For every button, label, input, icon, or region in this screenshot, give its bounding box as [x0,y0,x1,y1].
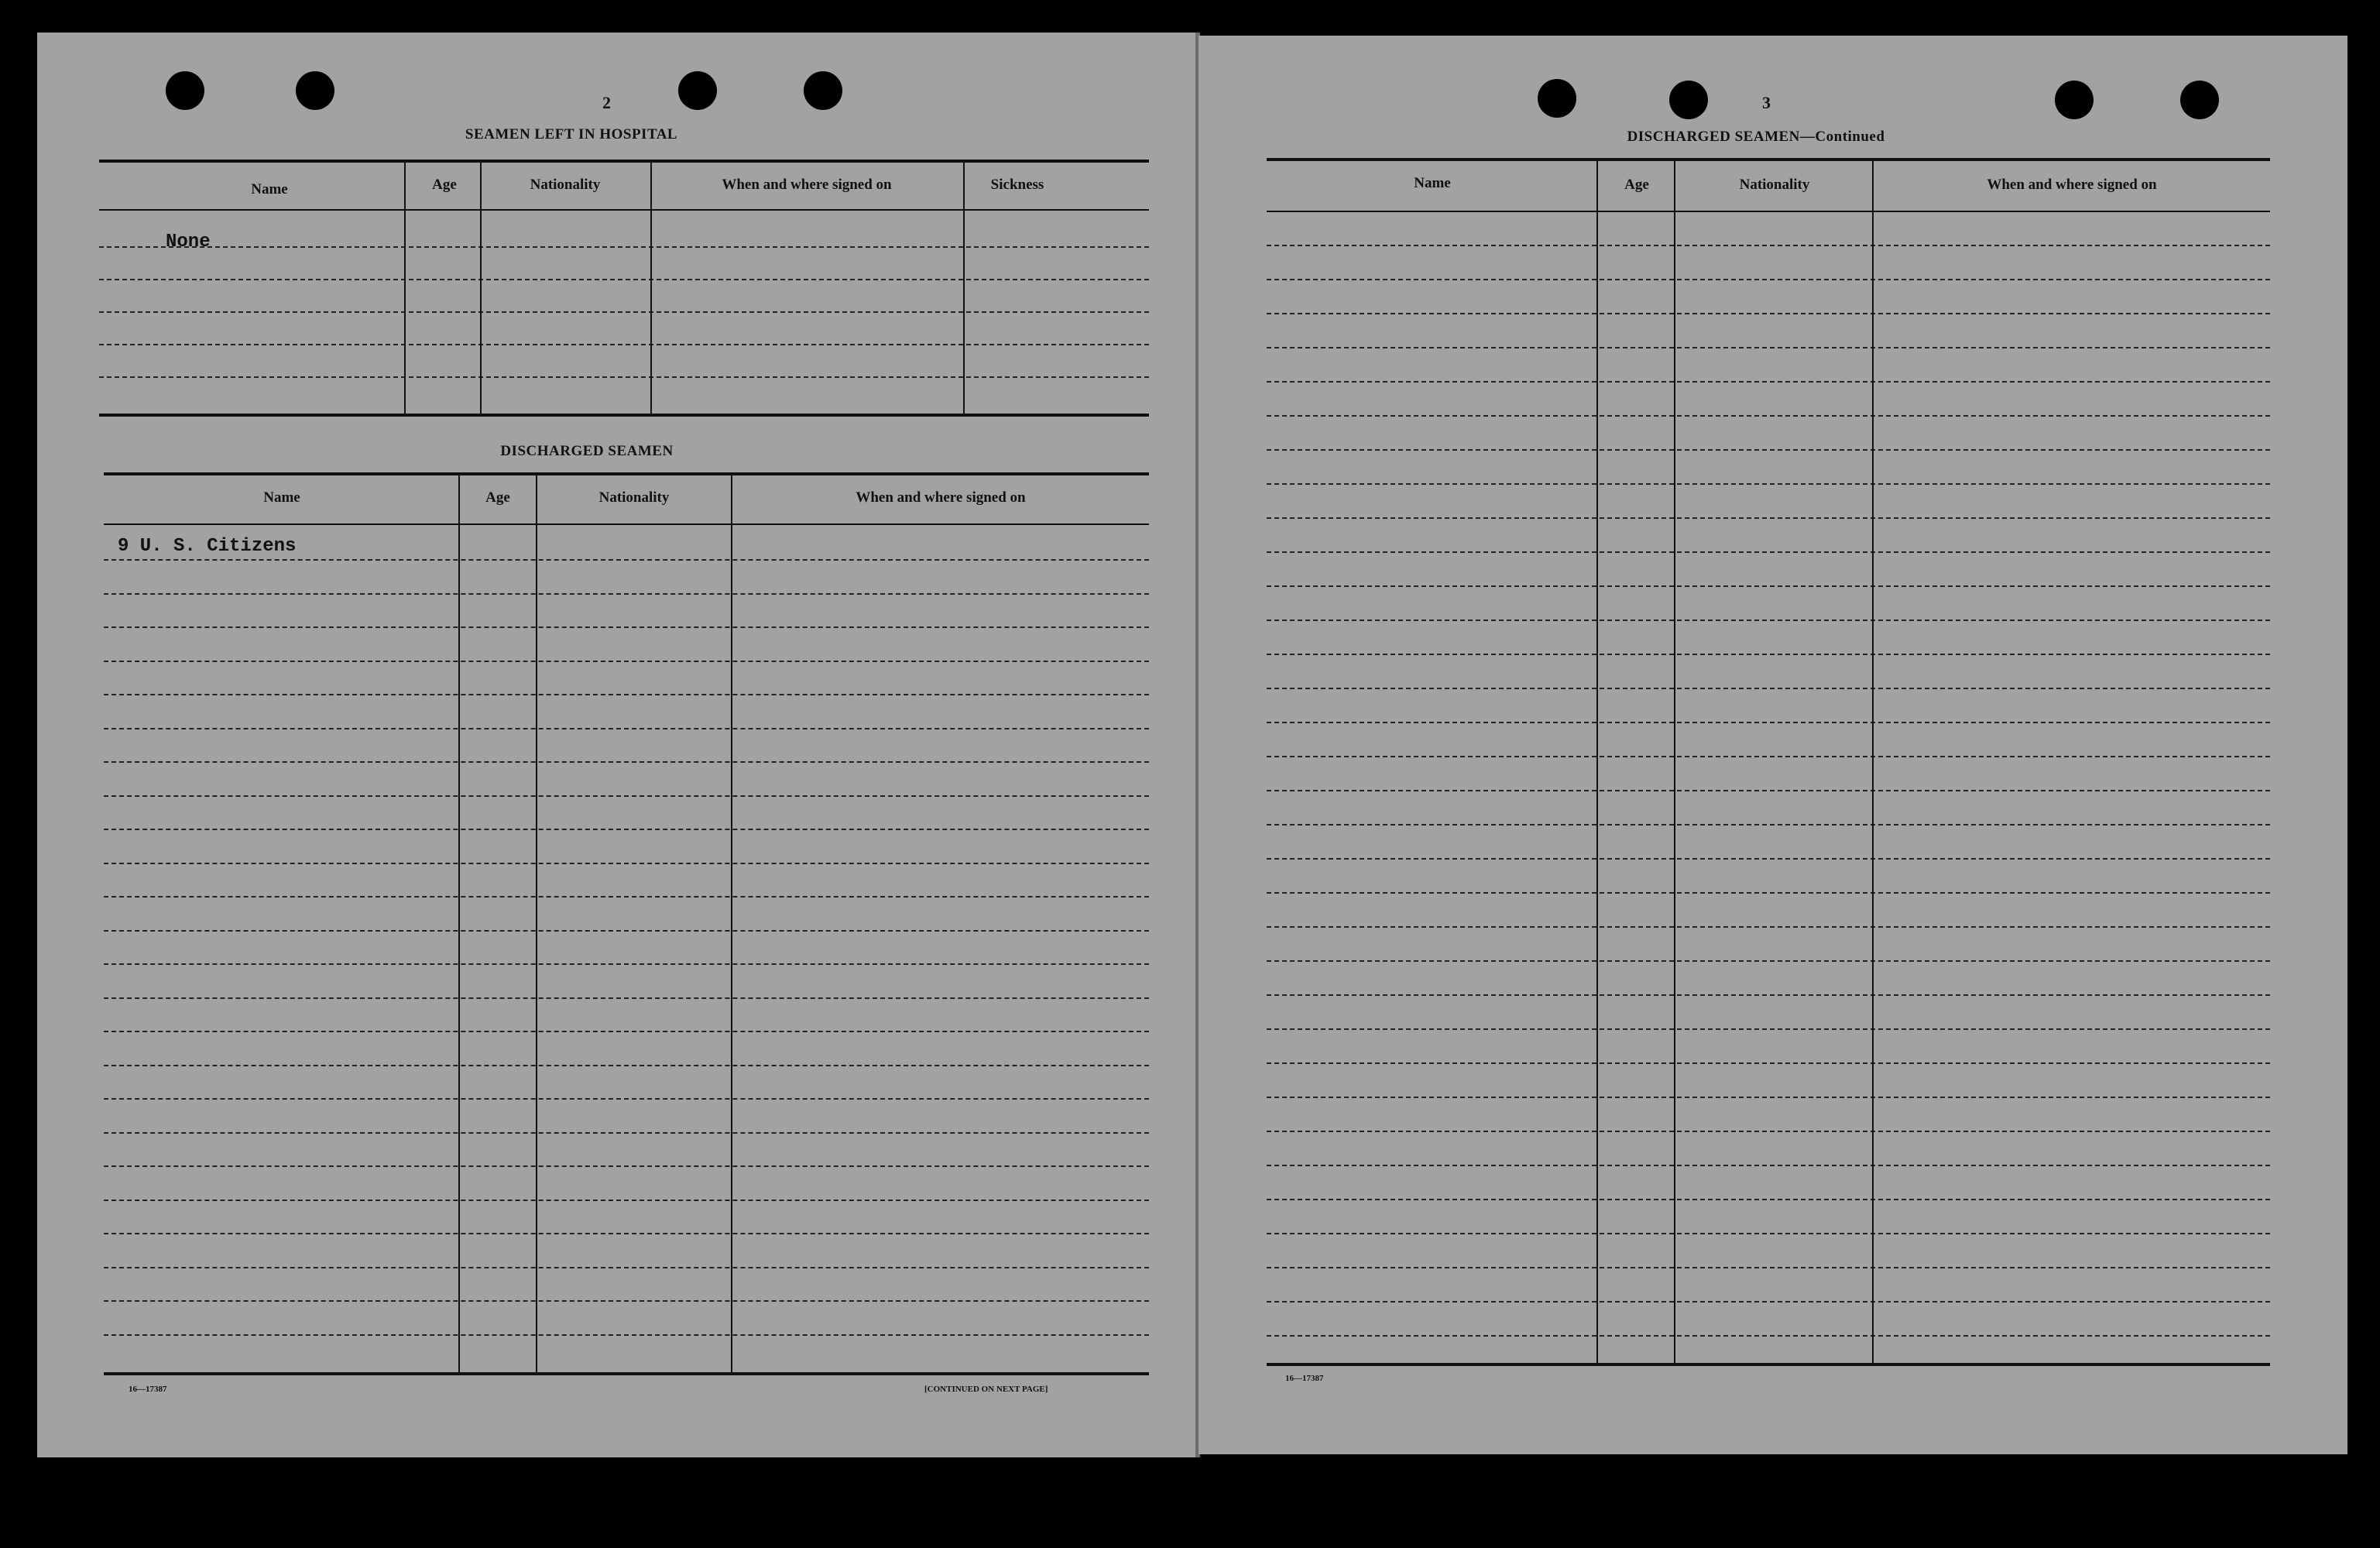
rule [104,472,1149,475]
row-line [1267,994,2270,996]
rule [1267,158,2270,161]
row-line [1267,517,2270,519]
row-line [1267,279,2270,280]
row-line [104,930,1149,932]
title-suffix: —Continued [1799,129,1885,145]
col-divider [963,161,965,414]
title-text: DISCHARGED SEAMEN [1627,129,1800,145]
row-line [1267,1335,2270,1337]
row-line [99,311,1149,313]
row-line [1267,620,2270,621]
hospital-section-title: SEAMEN LEFT IN HOSPITAL [465,126,678,142]
row-line [104,1334,1149,1336]
row-line [99,279,1149,280]
col-age: Age [432,177,457,193]
row-line [104,1233,1149,1234]
row-line [1267,1267,2270,1268]
row-line [104,1300,1149,1302]
row-line [1267,1301,2270,1303]
col-divider [1596,160,1598,1363]
row-line [104,1065,1149,1066]
rule [99,209,1149,211]
right-page [1199,36,2347,1454]
rule [99,160,1149,163]
punch-hole [2055,81,2094,119]
row-line [104,626,1149,628]
row-line [104,1165,1149,1167]
row-line [1267,858,2270,860]
row-line [1267,926,2270,928]
row-line [1267,415,2270,417]
form-code: 16—17387 [129,1385,167,1394]
row-line [1267,892,2270,894]
row-line [1267,824,2270,825]
row-line [1267,1028,2270,1030]
row-line [1267,245,2270,246]
punch-hole [804,71,842,110]
col-divider [404,161,406,414]
col-divider [458,474,460,1372]
discharged-section-title: DISCHARGED SEAMEN [500,443,674,459]
row-line [1267,551,2270,553]
col-signed-on: When and where signed on [722,177,892,193]
row-line [1267,1062,2270,1064]
page-number: 2 [602,93,611,112]
row-line [104,593,1149,595]
col-age: Age [1624,177,1649,193]
row-line [1267,381,2270,383]
row-line [1267,347,2270,348]
col-divider [536,474,537,1372]
row-line [1267,1199,2270,1200]
row-line [1267,756,2270,757]
col-divider [1674,160,1675,1363]
form-code: 16—17387 [1285,1374,1324,1383]
col-name: Name [263,489,300,506]
row-line [1267,313,2270,314]
punch-hole [2180,81,2219,119]
col-nationality: Nationality [1739,177,1810,193]
row-line [104,1132,1149,1134]
row-line [104,1031,1149,1032]
row-line [104,761,1149,763]
col-signed-on: When and where signed on [1987,177,2157,193]
row-line [104,896,1149,898]
col-divider [480,161,482,414]
row-line [1267,1233,2270,1234]
punch-hole [296,71,334,110]
discharged-continued-title [1570,129,1942,146]
discharged-entry: 9 U. S. Citizens [118,536,297,557]
row-line [104,728,1149,729]
row-line [1267,483,2270,485]
row-line [1267,585,2270,587]
rule [99,414,1149,417]
row-line [1267,1131,2270,1132]
hospital-entry: None [166,232,211,252]
row-line [1267,722,2270,723]
col-nationality: Nationality [530,177,601,193]
col-name: Name [1414,175,1451,191]
continued-note: [CONTINUED ON NEXT PAGE] [924,1385,1048,1394]
col-divider [1872,160,1874,1363]
row-line [104,1200,1149,1201]
col-name: Name [251,181,288,197]
rule [1267,1363,2270,1366]
row-line [1267,1165,2270,1166]
row-line [1267,449,2270,451]
rule [104,523,1149,525]
row-line [104,863,1149,864]
col-nationality: Nationality [598,489,670,506]
rule [1267,211,2270,212]
punch-hole [166,71,204,110]
row-line [1267,1097,2270,1098]
row-line [104,997,1149,999]
row-line [104,694,1149,695]
row-line [104,829,1149,830]
row-line [99,246,1149,248]
col-divider [650,161,652,414]
row-line [1267,960,2270,962]
punch-hole [1669,81,1708,119]
page-number: 3 [1762,93,1771,112]
punch-hole [1538,79,1576,118]
col-signed-on: When and where signed on [856,489,1026,506]
row-line [104,1098,1149,1100]
rule [104,1372,1149,1375]
row-line [104,661,1149,662]
row-line [104,963,1149,965]
row-line [104,559,1149,561]
row-line [99,376,1149,378]
row-line [104,795,1149,797]
punch-hole [678,71,717,110]
row-line [1267,790,2270,791]
col-divider [731,474,732,1372]
row-line [1267,688,2270,689]
col-age: Age [485,489,510,506]
left-page [37,33,1197,1457]
col-sickness: Sickness [990,177,1044,193]
row-line [1267,654,2270,655]
row-line [99,344,1149,345]
row-line [104,1267,1149,1268]
